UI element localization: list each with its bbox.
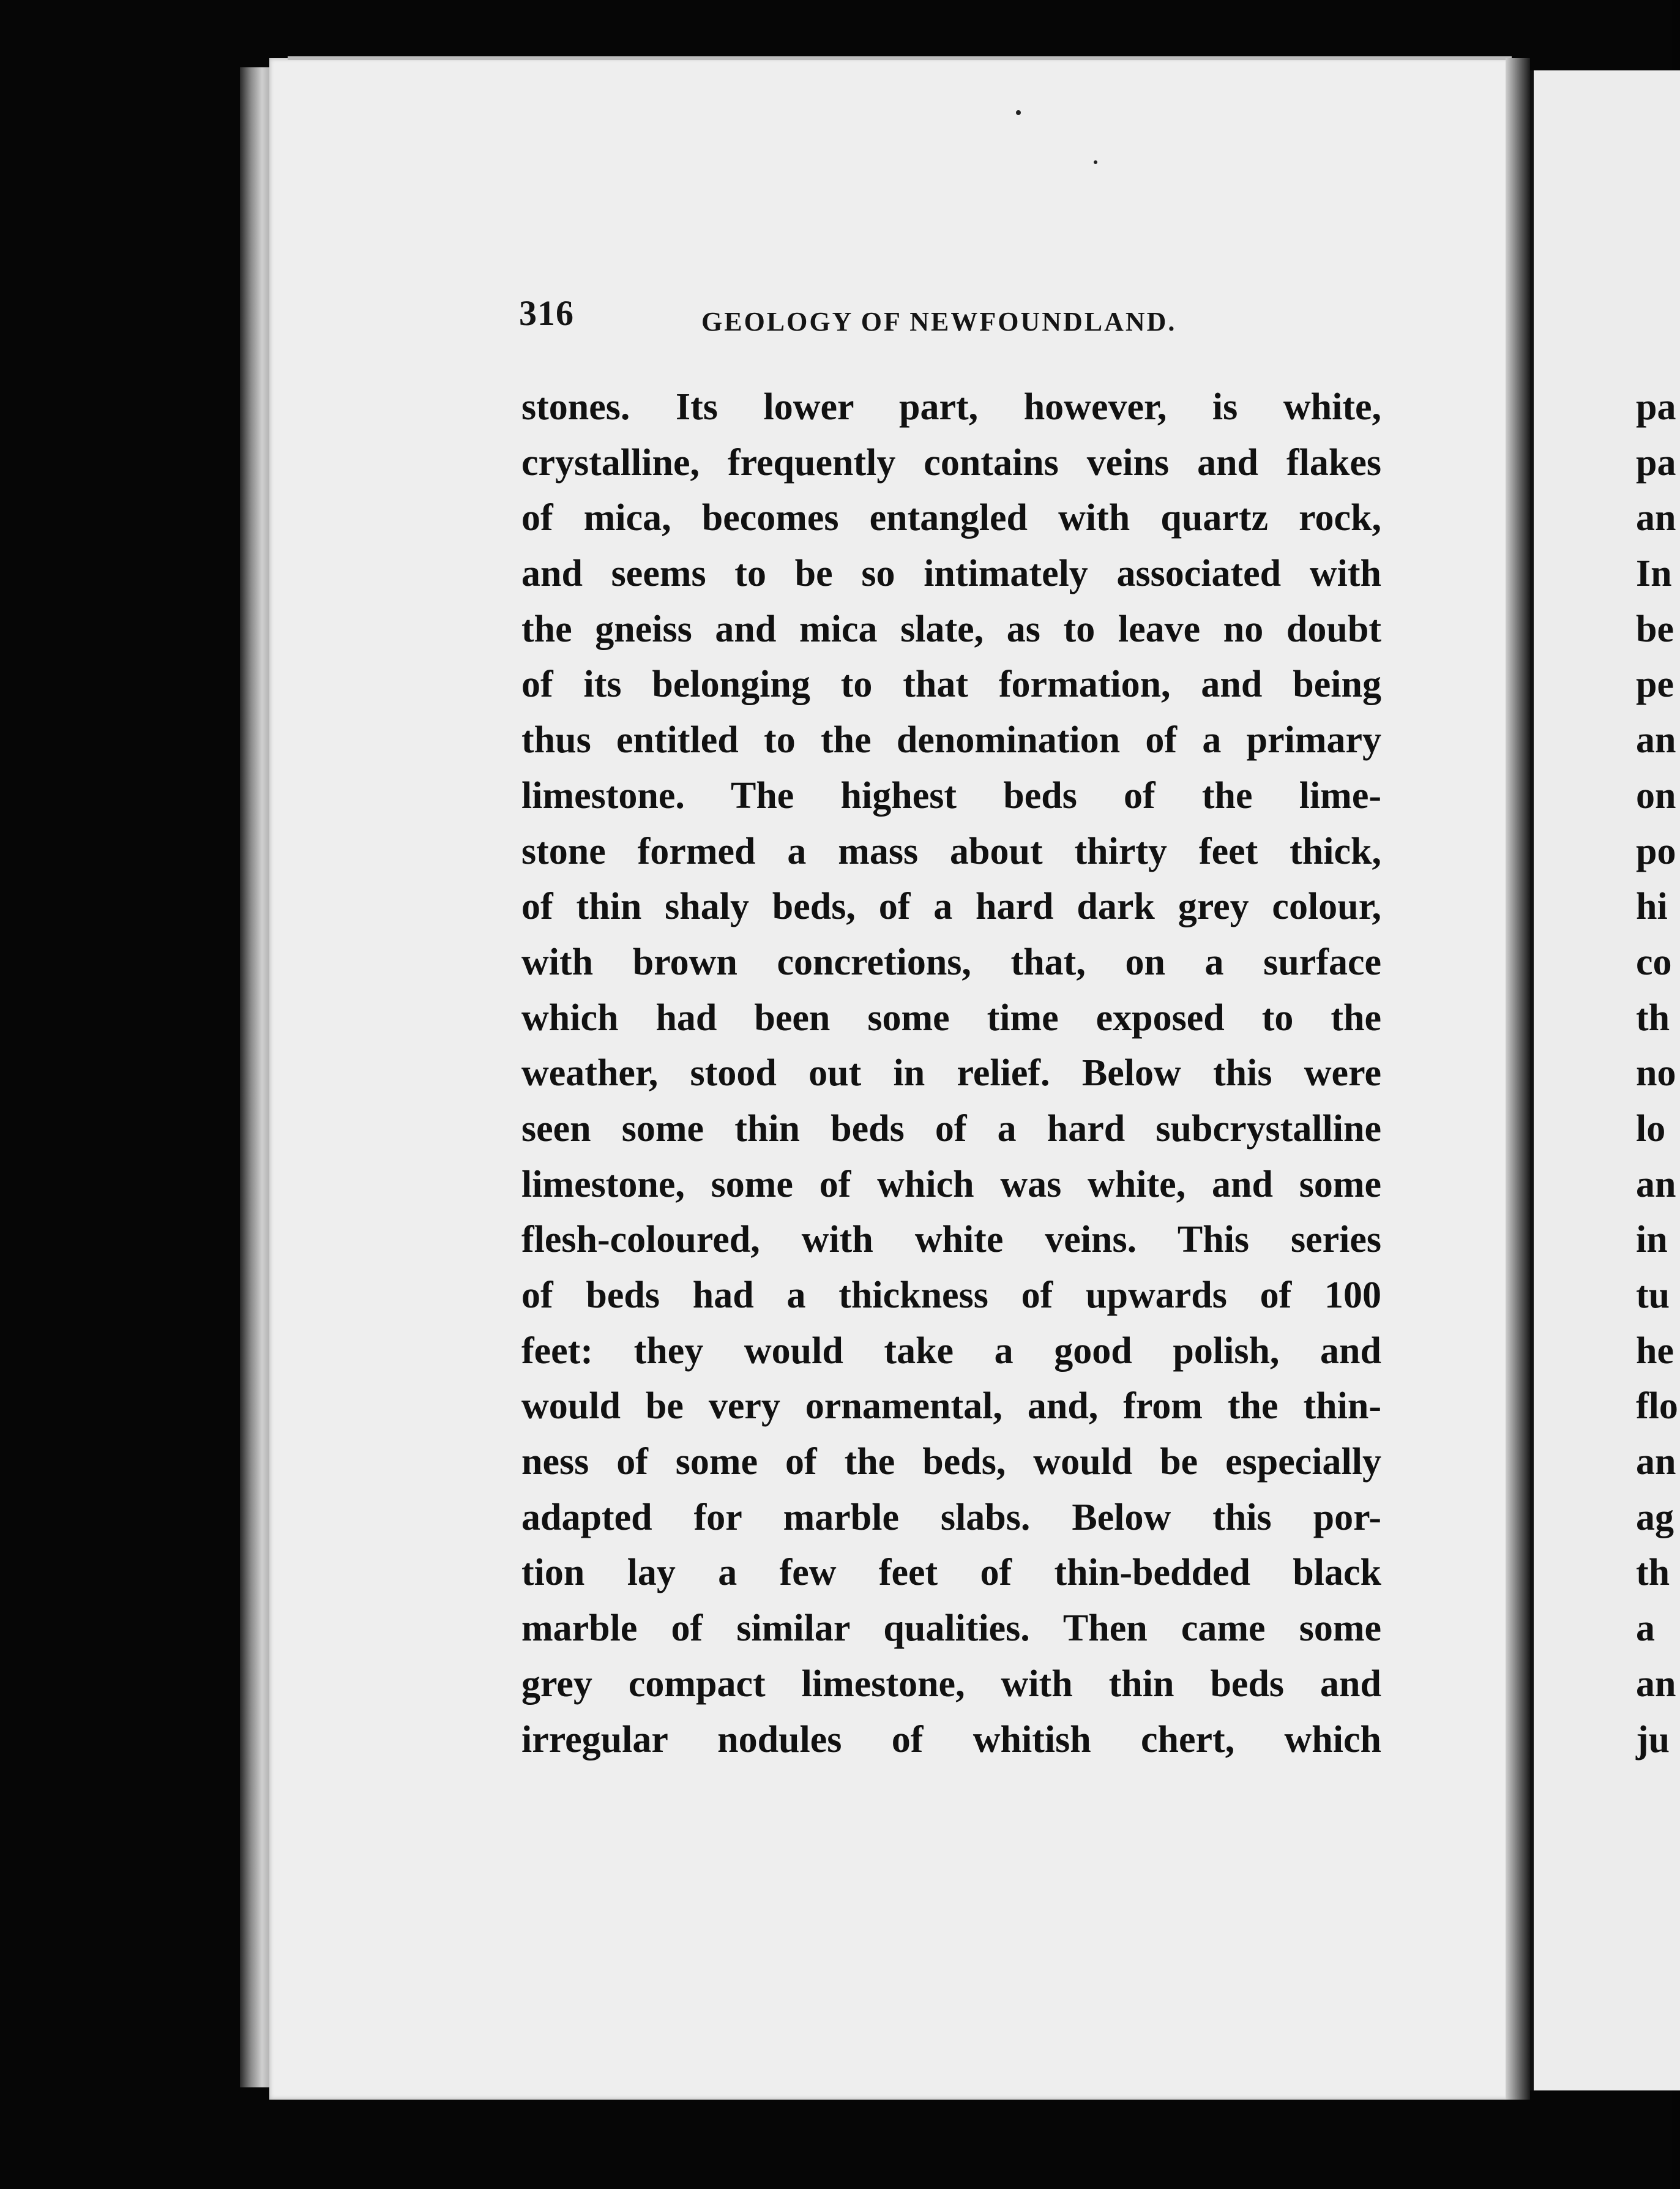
text-line: weather, stood out in relief. Below this were xyxy=(521,1052,1381,1094)
body-text xyxy=(521,380,1381,1767)
scan-speck xyxy=(1094,160,1097,164)
running-title: GEOLOGY OF NEWFOUNDLAND. xyxy=(701,307,1177,337)
text-line: irregular nodules of whitish chert, which xyxy=(521,1718,1381,1761)
facing-text-fragment: pe xyxy=(1636,664,1674,706)
facing-text-fragment: po xyxy=(1636,830,1676,872)
facing-text-fragment: th xyxy=(1636,1552,1670,1594)
text-line: would be very ornamental, and, from the thin- xyxy=(521,1385,1381,1428)
facing-text-fragment: pa xyxy=(1636,441,1676,484)
text-line: thus entitled to the denomination of a primary xyxy=(521,719,1381,761)
facing-text-fragment: hi xyxy=(1636,886,1668,928)
text-line: tion lay a few feet of thin-bedded black xyxy=(521,1552,1381,1594)
facing-text-fragment: an xyxy=(1636,497,1676,539)
facing-text-fragment: an xyxy=(1636,1663,1676,1705)
text-line: and seems to be so intimately associated with xyxy=(521,553,1381,595)
facing-page-edge xyxy=(1530,70,1534,2090)
text-line: of its belonging to that formation, and being xyxy=(521,664,1381,706)
facing-text-fragment: tu xyxy=(1636,1274,1670,1316)
text-line: the gneiss and mica slate, as to leave no doubt xyxy=(521,608,1381,650)
text-line: ness of some of the beds, would be especially xyxy=(521,1441,1381,1483)
facing-text-fragment: pa xyxy=(1636,386,1676,428)
facing-text-fragment: lo xyxy=(1636,1107,1666,1150)
text-line: limestone, some of which was white, and some xyxy=(521,1163,1381,1205)
text-line: marble of similar qualities. Then came some xyxy=(521,1607,1381,1650)
text-line: feet: they would take a good polish, and xyxy=(521,1330,1381,1372)
text-line: of thin shaly beds, of a hard dark grey colour, xyxy=(521,886,1381,928)
facing-text-fragment: an xyxy=(1636,719,1676,761)
facing-text-fragment: flo xyxy=(1636,1385,1678,1428)
facing-text-fragment: ag xyxy=(1636,1496,1674,1538)
text-line: stones. Its lower part, however, is white, xyxy=(521,386,1381,428)
facing-text-fragment: In xyxy=(1636,553,1672,595)
facing-text-fragment: in xyxy=(1636,1219,1668,1261)
page-number: 316 xyxy=(519,293,574,333)
facing-text-fragment: co xyxy=(1636,941,1672,983)
page-top-edge xyxy=(288,56,1512,60)
facing-text-fragment: be xyxy=(1636,608,1674,650)
text-line: seen some thin beds of a hard subcrystalline xyxy=(521,1107,1381,1150)
text-line: adapted for marble slabs. Below this por- xyxy=(521,1496,1381,1538)
text-line: crystalline, frequently contains veins and flakes xyxy=(521,441,1381,484)
running-head xyxy=(519,293,1229,348)
facing-text-fragment: a xyxy=(1636,1607,1655,1650)
facing-text-fragment: on xyxy=(1636,774,1676,817)
text-line: with brown concretions, that, on a surface xyxy=(521,941,1381,983)
text-line: flesh-coloured, with white veins. This series xyxy=(521,1219,1381,1261)
scan-speck xyxy=(1016,110,1021,115)
facing-text-fragment: an xyxy=(1636,1441,1676,1483)
facing-text-fragment: ju xyxy=(1636,1718,1670,1761)
text-line: of mica, becomes entangled with quartz rock, xyxy=(521,497,1381,539)
facing-text-fragment: no xyxy=(1636,1052,1676,1094)
facing-text-fragment: th xyxy=(1636,997,1670,1039)
facing-text-fragment: an xyxy=(1636,1163,1676,1205)
facing-page-text xyxy=(1636,380,1678,1767)
text-line: of beds had a thickness of upwards of 100 xyxy=(521,1274,1381,1316)
gutter-shadow xyxy=(1506,58,1530,2100)
text-line: limestone. The highest beds of the lime- xyxy=(521,774,1381,817)
text-line: which had been some time exposed to the xyxy=(521,997,1381,1039)
text-line: grey compact limestone, with thin beds and xyxy=(521,1663,1381,1705)
text-line: stone formed a mass about thirty feet thick, xyxy=(521,830,1381,872)
facing-text-fragment: he xyxy=(1636,1330,1674,1372)
